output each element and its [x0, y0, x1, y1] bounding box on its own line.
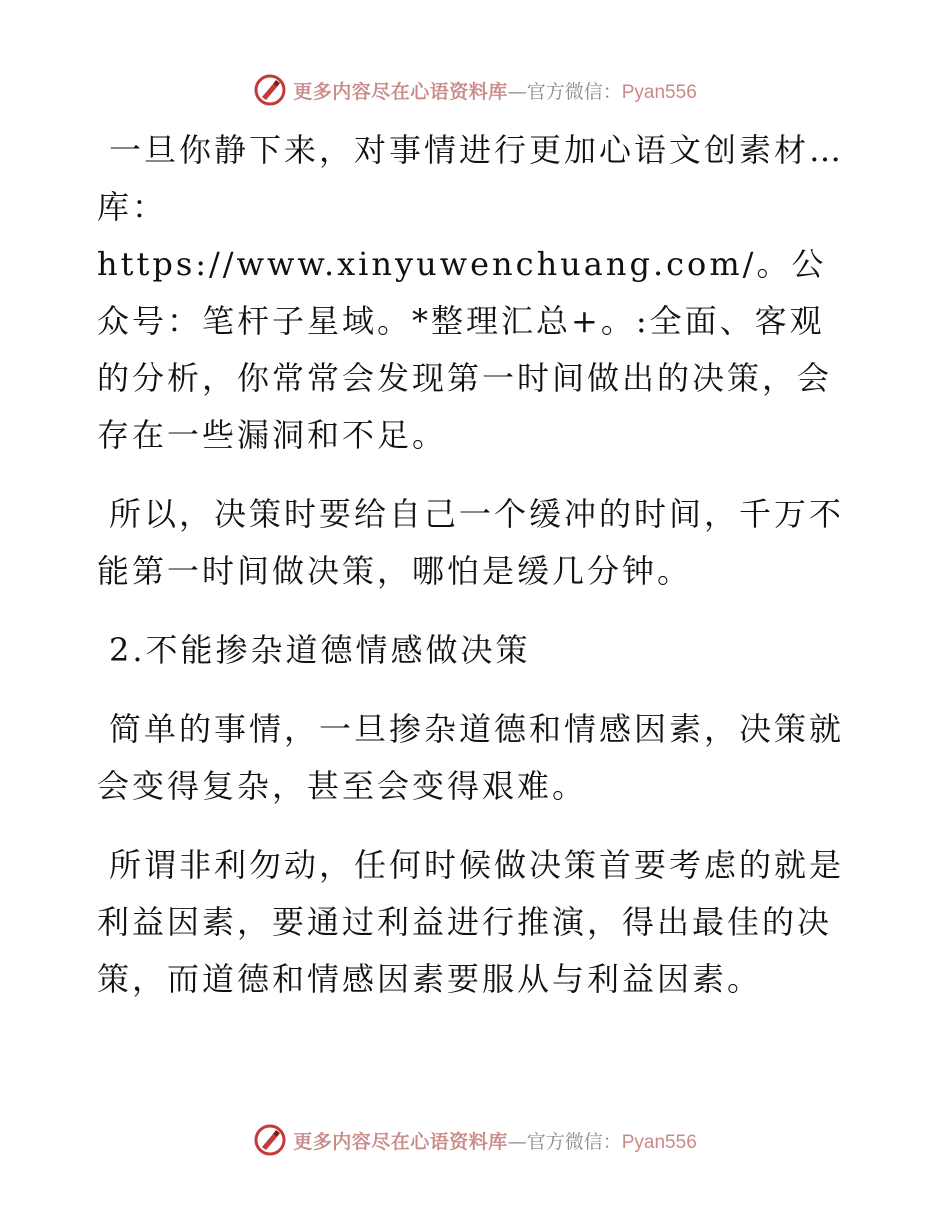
header-banner — [0, 70, 950, 110]
paragraph: 所谓非利勿动，任何时候做决策首要考虑的就是利益因素，要通过利益进行推演，得出最佳的决策，而道德和情感因素要服从与利益因素。 — [97, 846, 845, 998]
footer-banner — [0, 1120, 950, 1160]
paragraph: 所以，决策时要给自己一个缓冲的时间，千万不能第一时间做决策，哪怕是缓几分钟。 — [97, 495, 845, 590]
header-banner-title: 更多内容尽在心语资料库 — [293, 80, 508, 103]
paragraph: 一旦你静下来，对事情进行更加心语文创素材…库：https://www.xinyuwenchuang.com/。公众号：笔杆子星域。*整理汇总+。:全面、客观的分析，你常常会发现第一时间做出的决策，会存在一些漏洞和不足。 — [97, 131, 845, 454]
document-body — [97, 122, 857, 1030]
header-banner-label: —官方微信： — [507, 80, 622, 103]
section-heading: 2.不能掺杂道德情感做决策 — [109, 631, 531, 669]
footer-banner-wechat-id: Pyan556 — [621, 1131, 697, 1153]
brush-pen-logo-icon — [253, 73, 287, 107]
brush-pen-logo-icon — [253, 1123, 287, 1157]
header-banner-wechat-id: Pyan556 — [621, 81, 697, 103]
footer-banner-title: 更多内容尽在心语资料库 — [293, 1130, 508, 1153]
footer-banner-label: —官方微信： — [507, 1130, 622, 1153]
paragraph: 简单的事情，一旦掺杂道德和情感因素，决策就会变得复杂，甚至会变得艰难。 — [97, 710, 845, 805]
